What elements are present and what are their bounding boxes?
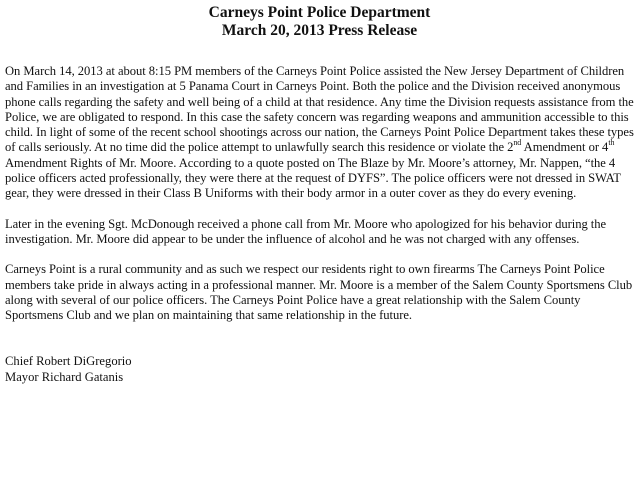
paragraph-incident <box>5 64 634 202</box>
header <box>5 4 634 40</box>
paragraph-incident-text-a: On March 14, 2013 at about 8:15 PM members of the Carneys Point Police assisted the New Jersey Department of Children and Families in an investigation at 5 Panama Court in Carneys Point. Both the police and the Division received anonymous phone calls regarding the safety and well being of a child at that residence. Any time the Division requests assistance from the Police, we are obligated to respond. In this case the safety concern was regarding weapons and ammunition accessible to this child. In light of some of the recent school shootings across our nation, the Carneys Point Police Department takes these types of calls seriously. At no time did the police attempt to unlawfully search this residence or violate the 2 <box>5 64 634 155</box>
paragraph-followup: Later in the evening Sgt. McDonough received a phone call from Mr. Moore who apologized for his behavior during the investigation. Mr. Moore did appear to be under the influence of alcohol and he was not charged with any offenses. <box>5 216 607 246</box>
release-body <box>5 64 634 323</box>
ordinal-suffix-th: th <box>608 138 615 148</box>
signature-mayor: Mayor Richard Gatanis <box>5 369 124 384</box>
release-date-title: March 20, 2013 Press Release <box>221 22 418 39</box>
ordinal-suffix-nd: nd <box>513 138 522 148</box>
signature-chief: Chief Robert DiGregorio <box>5 354 132 369</box>
department-title: Carneys Point Police Department <box>208 4 431 21</box>
signature-block <box>5 354 634 385</box>
paragraph-incident-text-b: Amendment or 4 <box>521 140 609 155</box>
paragraph-community: Carneys Point is a rural community and as such we respect our residents right to own firearms The Carneys Point Police members take pride in always acting in a professional manner. Mr. Moore is a member of the Salem County Sportsmens Club along with several of our police officers. The Carneys Point Police have a great relationship with the Salem County Sportsmens Club and we plan on maintaining that same relationship in the future. <box>5 262 633 323</box>
paragraph-incident-text-c: Amendment Rights of Mr. Moore. According to a quote posted on The Blaze by Mr. Moore’s attorney, Mr. Nappen, “the 4 police officers acted professionally, they were there at the request of DYFS”. The police officers were not dressed in SWAT gear, they were dressed in their Class B Uniforms with their body armor in a outer cover as they do every evening. <box>5 155 621 201</box>
